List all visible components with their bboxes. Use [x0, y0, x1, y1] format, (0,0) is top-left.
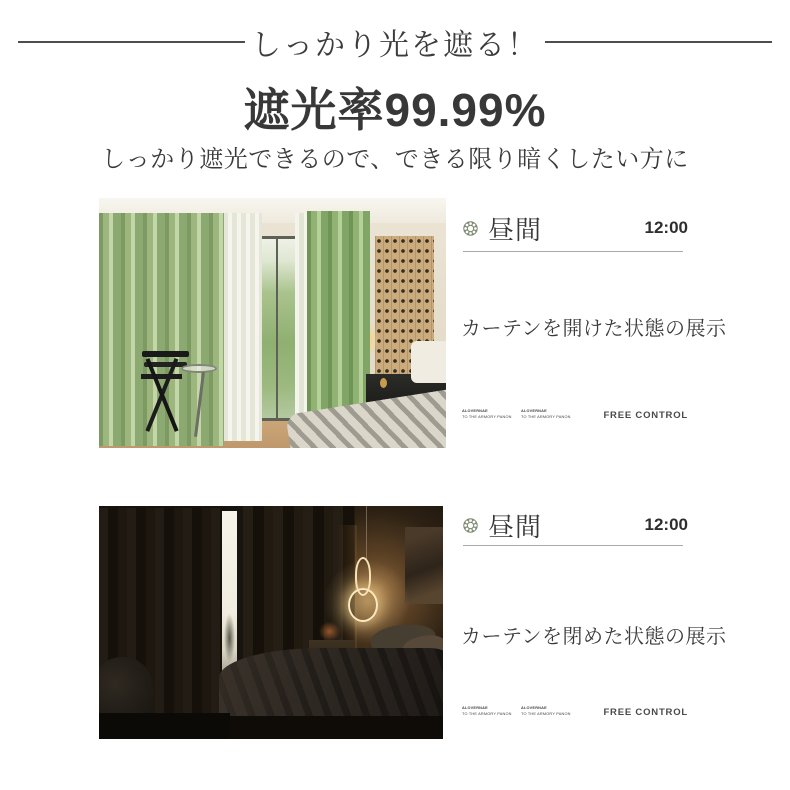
- panel2-time-header: [462, 508, 688, 542]
- free-control-label: FREE CONTROL: [603, 409, 688, 421]
- brand-text-block: [462, 703, 521, 721]
- headboard-cushion: [411, 341, 446, 384]
- brand-text-block: [521, 703, 580, 721]
- green-curtain-left: [99, 213, 224, 446]
- free-control-label: FREE CONTROL: [603, 706, 688, 718]
- section-subheadline: しっかり遮光できるので、できる限り暗くしたい方に: [101, 146, 689, 173]
- green-curtain-right: [307, 211, 369, 436]
- dark-floor: [99, 713, 230, 739]
- panel1-brand-row: [462, 404, 688, 426]
- panel2-brand-row: [462, 701, 688, 723]
- decorative-line-right: [545, 41, 772, 43]
- photo-curtains-closed: [99, 506, 443, 739]
- panel1-time-header: [462, 211, 688, 245]
- brand-line-1: ALOVERNAE: [462, 409, 488, 414]
- brand-text-block: [462, 406, 521, 424]
- brand-line-2: TO THE ARMORY PANON: [462, 712, 512, 717]
- decorative-line-left: [18, 41, 245, 43]
- decor-object: [380, 378, 387, 388]
- section-header: [18, 24, 772, 60]
- folding-chair-backrest: [142, 351, 189, 358]
- section-tagline: しっかり光を遮る！: [251, 29, 539, 62]
- panel1-description: カーテンを開けた状態の展示: [461, 318, 727, 340]
- header-divider: [463, 545, 683, 546]
- clock-time: 12:00: [644, 515, 688, 534]
- clock-time: 12:00: [644, 218, 688, 237]
- window-mullion: [276, 239, 278, 418]
- brand-line-2: TO THE ARMORY PANON: [462, 415, 512, 420]
- sun-ring-icon: [462, 220, 479, 237]
- brand-line-2: TO THE ARMORY PANON: [521, 712, 571, 717]
- brand-line-1: ALOVERNAE: [521, 706, 547, 711]
- photo-curtains-open: [99, 198, 446, 448]
- time-of-day-label: 昼間: [488, 214, 543, 245]
- bed-footboard-shadow: [223, 716, 443, 739]
- brand-line-1: ALOVERNAE: [462, 706, 488, 711]
- sheer-curtain-left: [219, 213, 262, 441]
- header-divider: [463, 251, 683, 252]
- plant-silhouette: [223, 609, 236, 668]
- time-of-day-label: 昼間: [488, 511, 543, 542]
- sun-ring-icon: [462, 517, 479, 534]
- folding-chair-seat: [141, 374, 183, 379]
- brand-line-2: TO THE ARMORY PANON: [521, 415, 571, 420]
- brand-line-1: ALOVERNAE: [521, 409, 547, 414]
- panel2-description: カーテンを閉めた状態の展示: [461, 626, 727, 648]
- blackout-rate-headline: 遮光率99.99%: [243, 84, 547, 136]
- pendant-lamp-ring: [348, 588, 378, 622]
- brand-text-block: [521, 406, 580, 424]
